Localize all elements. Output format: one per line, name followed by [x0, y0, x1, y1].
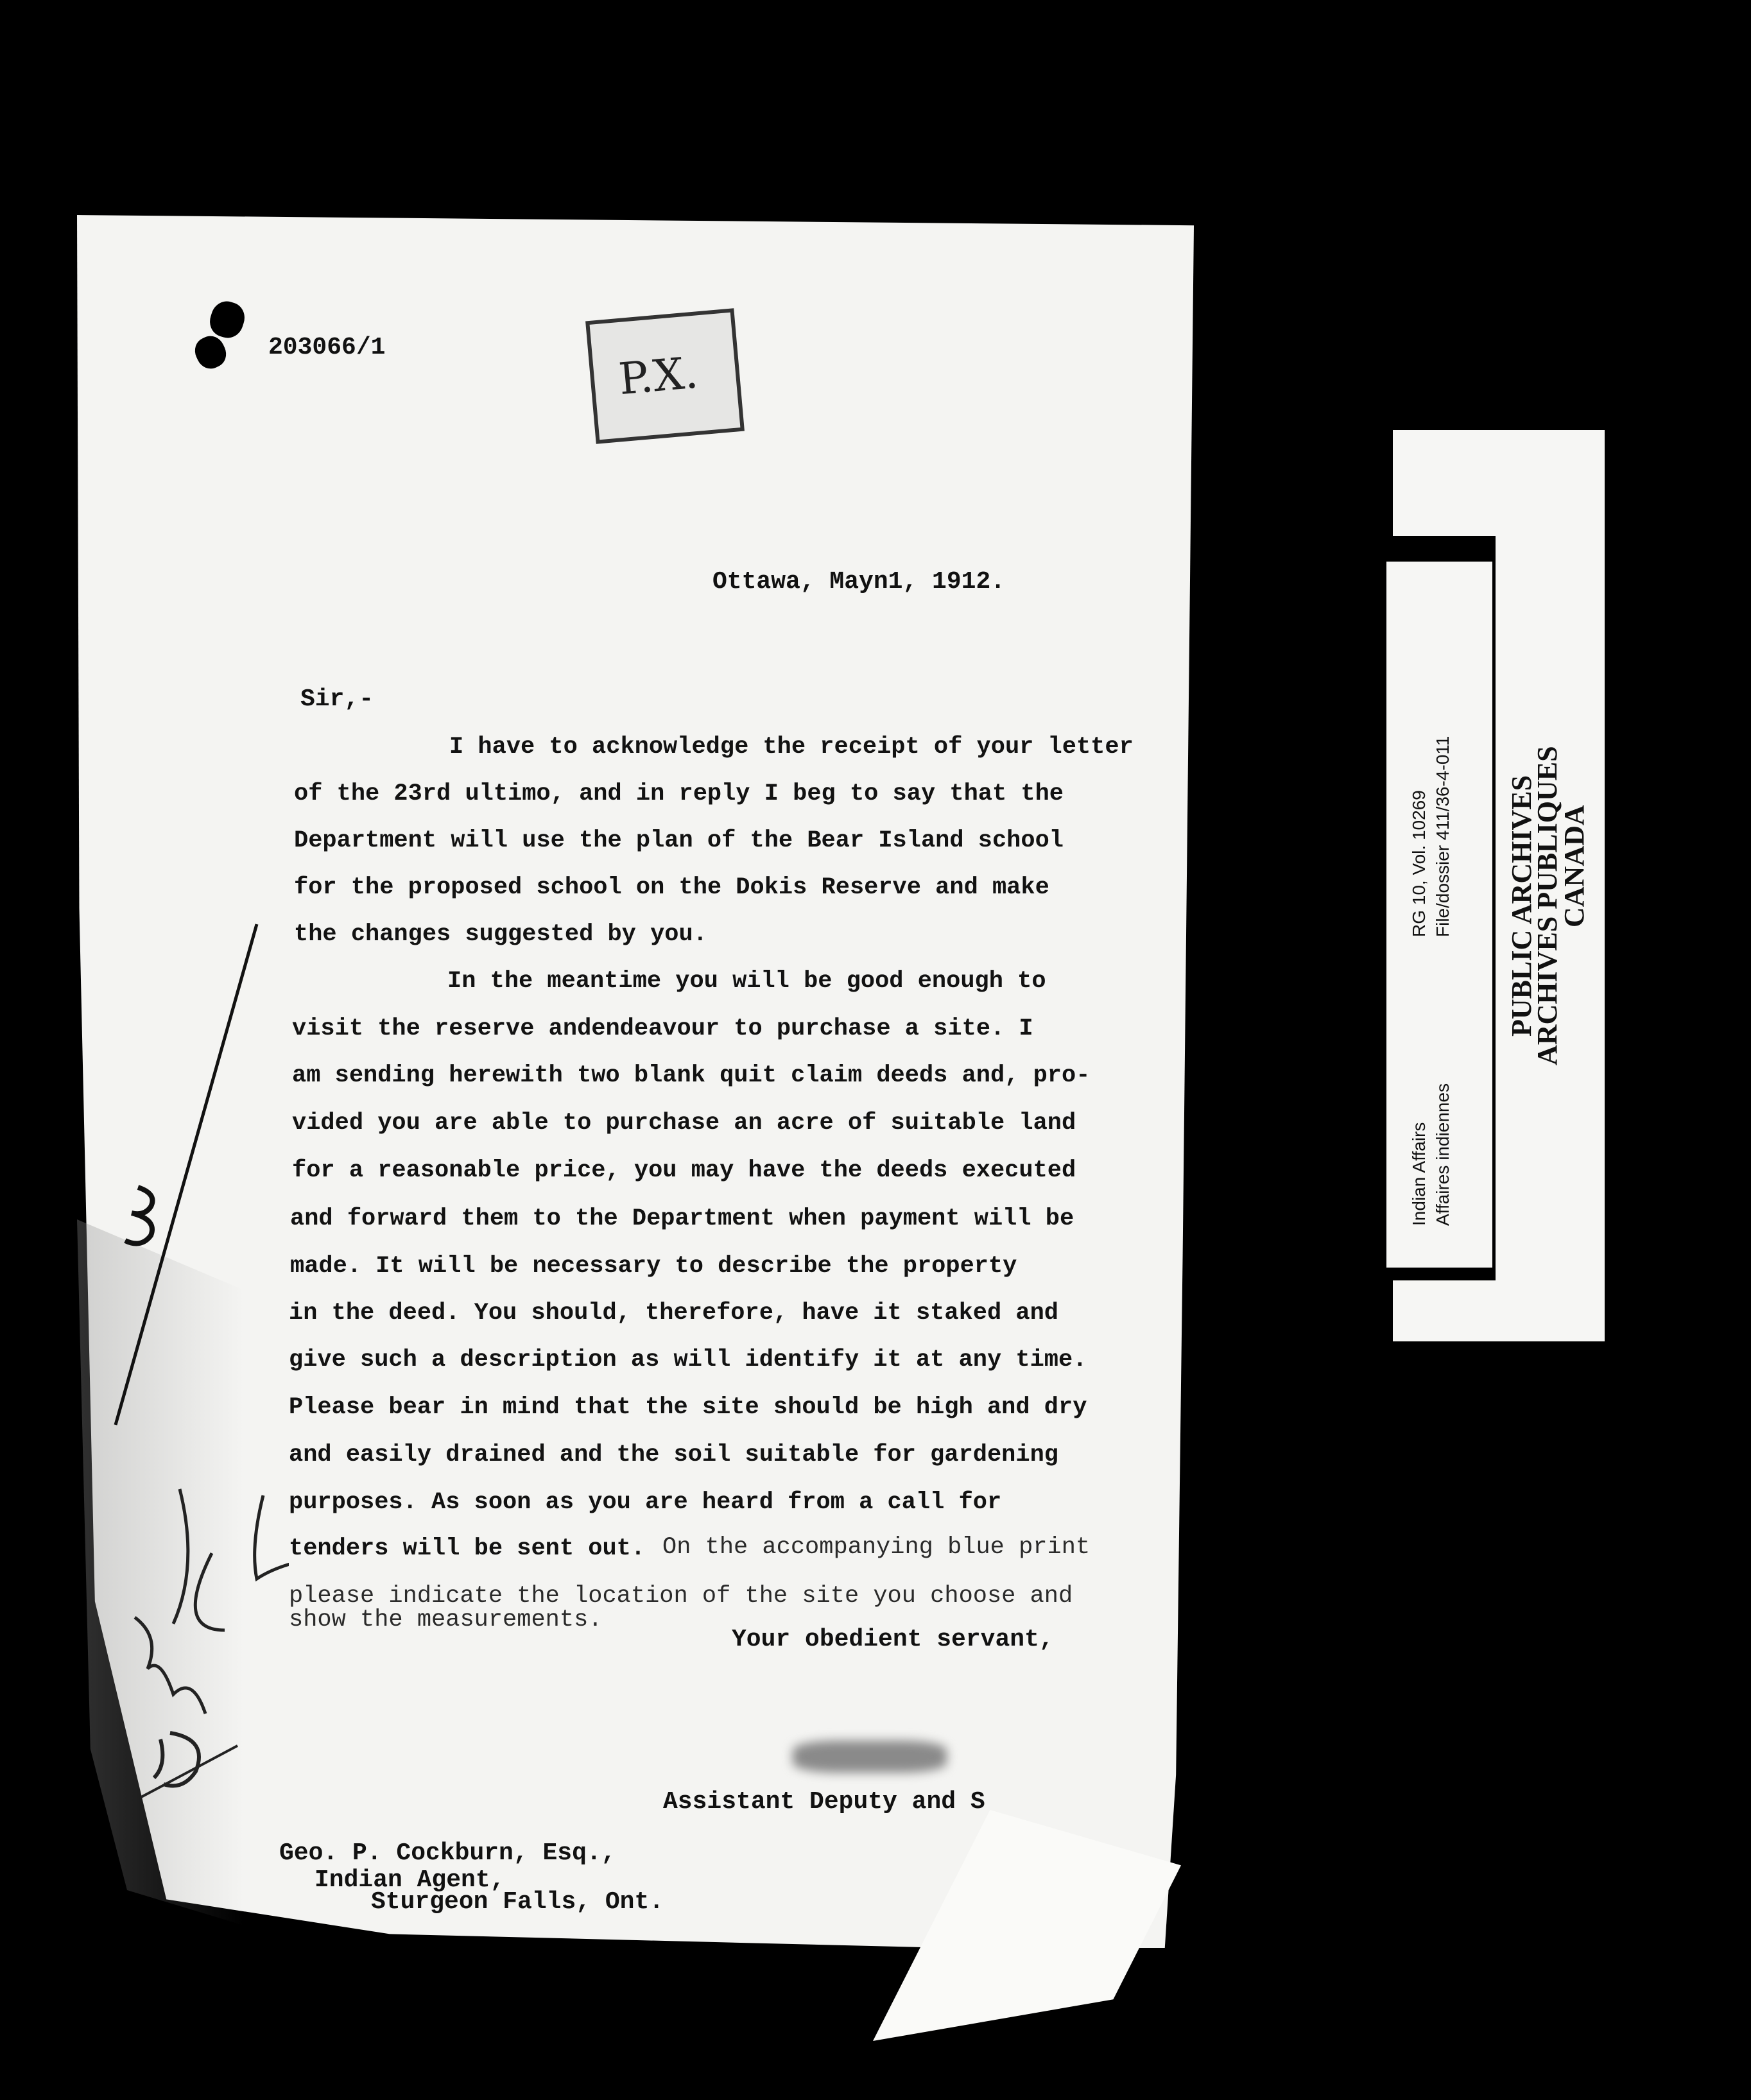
file-number: 203066/1 [268, 334, 386, 361]
addressee-location: Sturgeon Falls, Ont. [371, 1888, 664, 1916]
signature-title: Assistant Deputy and S [663, 1788, 985, 1816]
body-line: the changes suggested by you. [294, 921, 707, 948]
closing: Your obedient servant, [732, 1626, 1054, 1653]
body-line: Department will use the plan of the Bear Island school [294, 827, 1064, 854]
body-line: for the proposed school on the Dokis Reserve and make [294, 874, 1049, 901]
body-line: for a reasonable price, you may have the deeds executed [292, 1157, 1076, 1184]
archive-reference: RG 10, Vol. 10269 [1409, 790, 1429, 937]
date-line: Ottawa, Mayn1, 1912. [712, 568, 1006, 596]
archive-fonds-en: Indian Affairs [1409, 1122, 1429, 1226]
body-line: please indicate the location of the site you choose and [289, 1583, 1073, 1610]
archive-file: File/dossier 411/36-4-011 [1433, 736, 1453, 937]
body-line: visit the reserve andendeavour to purchase a site. I [292, 1015, 1033, 1042]
body-line: of the 23rd ultimo, and in reply I beg to say that the [294, 780, 1064, 807]
body-line: in the deed. You should, therefore, have it staked and [289, 1300, 1058, 1327]
archive-institution-line1: PUBLIC ARCHIVES [1506, 775, 1537, 1037]
body-line: made. It will be necessary to describe the property [290, 1253, 1017, 1280]
body-line: vided you are able to purchase an acre of suitable land [292, 1110, 1076, 1137]
archive-institution-line3: CANADA [1558, 805, 1590, 927]
body-line: and easily drained and the soil suitable for gardening [289, 1442, 1058, 1468]
body-line: and forward them to the Department when payment will be [290, 1205, 1074, 1232]
body-line: In the meantime you will be good enough to [447, 968, 1046, 995]
body-line: show the measurements. [289, 1606, 603, 1633]
body-line: am sending herewith two blank quit claim deeds and, pro- [292, 1062, 1091, 1089]
signature-smudge [793, 1741, 947, 1773]
body-line: On the accompanying blue print [662, 1534, 1091, 1561]
archive-fonds-fr: Affaires indiennes [1433, 1083, 1453, 1226]
stamp-text: P.X. [616, 347, 700, 406]
archive-institution-line2: ARCHIVES PUBLIQUES [1531, 746, 1563, 1065]
addressee-title: Indian Agent, [315, 1866, 505, 1894]
body-line: I have to acknowledge the receipt of your letter [449, 734, 1134, 761]
addressee-name: Geo. P. Cockburn, Esq., [279, 1839, 616, 1867]
body-line: tenders will be sent out. [289, 1535, 646, 1562]
salutation: Sir,- [300, 685, 374, 713]
margin-annotation [96, 911, 289, 1913]
received-stamp [585, 308, 745, 443]
body-line: purposes. As soon as you are heard from a call for [289, 1489, 1002, 1516]
body-line: give such a description as will identify it at any time. [289, 1347, 1087, 1373]
body-line: Please bear in mind that the site should be high and dry [289, 1394, 1087, 1421]
